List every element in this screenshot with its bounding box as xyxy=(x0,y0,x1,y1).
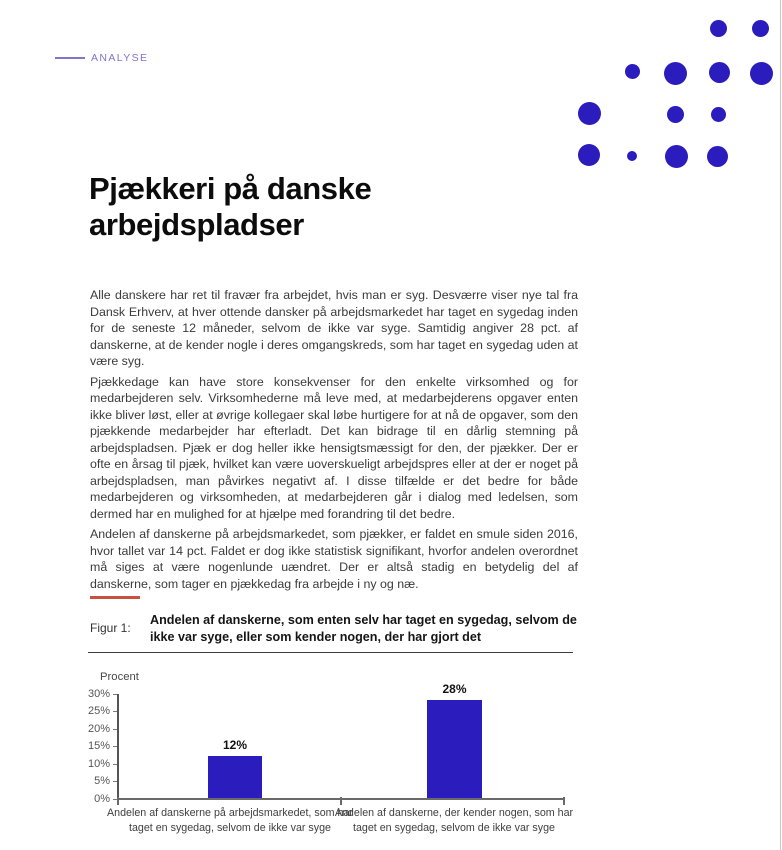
decorative-dot xyxy=(709,62,730,83)
figure-divider xyxy=(88,652,573,653)
decorative-dot xyxy=(752,20,769,37)
paragraph: Andelen af danskerne på arbejdsmarkedet, som pjækker, er faldet en smule siden 2016, hvor tallet var 14 pct. Faldet er dog ikke statistisk signifikant, hvorfor andelen overordnet må siges at være nogenlunde uændret. Der er altså stadig en betydelig del af danskerne, som tager en pjækkedag fra arbejde i ny og næ. xyxy=(90,527,578,591)
bar-value-label: 12% xyxy=(222,738,248,752)
kicker-label: ANALYSE xyxy=(91,52,149,64)
bar-group xyxy=(427,682,482,798)
y-tick xyxy=(62,793,118,805)
bar xyxy=(427,700,482,798)
x-tick-mark xyxy=(563,797,565,805)
page-title: Pjækkeri på danske arbejdspladser xyxy=(89,171,372,242)
decorative-dot xyxy=(578,144,600,166)
category-label-line: Andelen af danskerne på arbejdsmarkedet, som har xyxy=(107,807,353,819)
category-label-line: Andelen af danskerne, der kender nogen, som har xyxy=(334,807,574,819)
figure-label: Figur 1: xyxy=(90,621,131,635)
kicker-line xyxy=(55,57,85,59)
article-body xyxy=(90,287,578,596)
figure-caption: Andelen af danskerne, som enten selv har taget en sygedag, selvom de ikke var syge, eller som kender nogen, der har gjort det xyxy=(150,613,577,644)
bar xyxy=(208,756,262,798)
paragraph: Pjækkedage kan have store konsekvenser for den enkelte virksomhed og for medarbejderen selv. Virksomhederne må leve med, at medarbejderens opgaver enten ikke bliver løst, eller at øvrige kollegaer skal løbe hurtigere for at nå de opgaver, som den pjækkende medarbejder har efterladt. Det kan bidrage til en dårlig stemning på arbejdspladsen. Pjæk er dog heller ikke hensigtsmæssigt for den, der pjækker. Der er ofte en årsag til pjæk, hvilket kan være uoverskueligt arbejdspres eller at der er noget på arbejdspladsen, man påvirkes negativt af. I disse tilfælde er det bedre for både medarbejderen og virksomheden, at medarbejderen går i dialog med ledelsen, som dermed har en mulighed for at hjælpe med forandring til det bedre. xyxy=(90,374,578,521)
y-tick xyxy=(62,705,118,717)
bar-value-label: 28% xyxy=(442,682,467,696)
decorative-dot xyxy=(665,145,688,168)
decorative-dot xyxy=(707,146,728,167)
paragraph: Alle danskere har ret til fravær fra arbejdet, hvis man er syg. Desværre viser nye tal fra Dansk Erhverv, at hver ottende dansker på arbejdsmarkedet har taget en sygedag inden for de seneste 12 måneder, selvom de ikke var syge. Samtidig angiver 28 pct. af danskerne, at de kender nogle i deres omgangskreds, som har taget en sygedag uden at være syg. xyxy=(90,288,578,368)
accent-rule xyxy=(90,596,140,599)
category-label xyxy=(100,806,360,836)
bar-chart xyxy=(0,665,782,850)
y-tick-label: 0% xyxy=(94,793,110,805)
y-axis-line xyxy=(117,694,119,800)
y-axis-label: Procent xyxy=(100,671,139,683)
y-tick xyxy=(62,775,118,787)
decorative-dot xyxy=(710,20,727,37)
decorative-dot xyxy=(664,62,687,85)
y-tick xyxy=(62,723,118,735)
y-tick-label: 20% xyxy=(87,723,110,735)
category-label xyxy=(324,806,584,836)
y-tick-label: 5% xyxy=(94,775,110,787)
y-tick xyxy=(62,688,118,700)
x-tick-mark xyxy=(117,797,119,805)
decorative-dot xyxy=(625,64,640,79)
category-label-line: taget en sygedag, selvom de ikke var syge xyxy=(129,822,331,834)
y-tick-label: 25% xyxy=(87,705,110,717)
x-tick-mark xyxy=(340,797,342,805)
decorative-dot xyxy=(711,107,726,122)
decorative-dot xyxy=(750,62,773,85)
y-tick-label: 10% xyxy=(87,758,110,770)
bar-group xyxy=(208,738,262,798)
kicker xyxy=(55,52,148,64)
decorative-dot xyxy=(667,106,684,123)
y-tick xyxy=(62,740,118,752)
decorative-dot xyxy=(578,102,601,125)
y-tick xyxy=(62,758,118,770)
decorative-dot xyxy=(627,151,637,161)
category-label-line: taget en sygedag, selvom de ikke var syge xyxy=(353,822,555,834)
y-tick-label: 15% xyxy=(87,740,110,752)
y-tick-label: 30% xyxy=(87,688,110,700)
